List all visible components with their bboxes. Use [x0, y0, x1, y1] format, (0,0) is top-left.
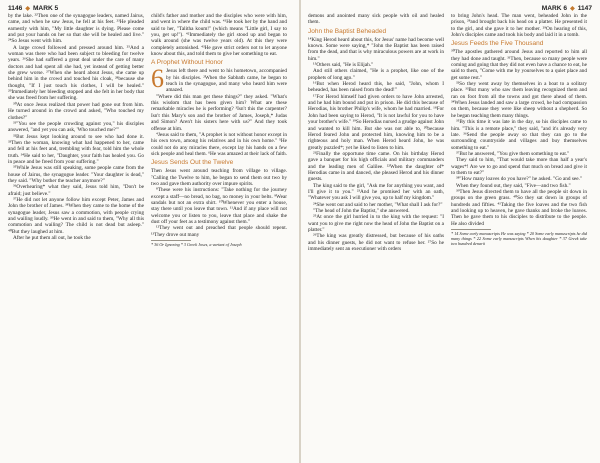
paragraph: ³⁹Then Jesus directed them to have all the people sit down in groups on the green grass. ⁴⁰So they sat down in groups of hundreds and fifties. ⁴¹Taking the five loaves and the two fish and looking up to heaven, he gave thanks and broke the loaves. Then he gave them to his disciples to distribute to the people. He also divided: [451, 188, 587, 227]
paragraph: Then Jesus went around teaching from village to village. ⁷Calling the Twelve to him, he began to send them out two by two and gave them authority over impure spirits.: [151, 168, 287, 187]
paragraph: The king said to the girl, "Ask me for anything you want, and I'll give it to you." ²³And he promised her with an oath, "Whatever you ask I will give you, up to half my kingdom.": [308, 182, 444, 202]
paragraph: ³²But Jesus kept looking around to see who had done it. ³³Then the woman, knowing what had happened to her, came and fell at his feet and, trembling with fear, told him the whole truth. ³⁴He said to her, "Daughter, your faith has healed you. Go in peace and be freed from your suffering.": [8, 133, 144, 165]
left-book-chapter: MARK 5: [32, 4, 59, 12]
paragraph: ³⁷But he answered, "You give them something to eat.": [456, 150, 570, 157]
paragraph: ³⁶Overhearing* what they said, Jesus told him, "Don't be afraid; just believe.": [8, 184, 144, 197]
diamond-separator-icon: ◆: [25, 5, 30, 12]
paragraph: ¹⁴King Herod heard about this, for Jesus' name had become well known. Some were saying,* "John the Baptist has been raised from the dead, and that is why miraculous powers are at work in him.": [308, 36, 444, 62]
left-page-column-1: [8, 13, 144, 457]
paragraph: After he put them all out, he took the: [13, 235, 91, 242]
right-page-column-1: [308, 13, 444, 457]
paragraph: ¹²They went out and preached that people should repent. ¹³They drove out many: [151, 225, 287, 238]
paragraph: ²⁴She went out and said to her mother, "What shall I ask for?": [313, 201, 443, 208]
footnotes: * 36 Or Ignoring * 3 Greek Joses, a variant of Joseph: [151, 242, 242, 247]
right-running-head: [542, 3, 592, 13]
left-page-column-2: [151, 13, 287, 457]
footnotes: * 14 Some early manuscripts He was saying * 20 Some early manuscripts he did many things * 22 Some early manuscripts When his daughter * 37 Greek take two hundred denarii: [451, 231, 587, 246]
section-heading-baptist: John the Baptist Beheaded: [308, 27, 387, 35]
footnote-rule: [451, 229, 491, 230]
diamond-separator-icon: ◆: [570, 5, 575, 12]
paragraph: ³²So they went away by themselves in a boat to a solitary place. ³³But many who saw them leaving recognized them and ran on foot from all the towns and got there ahead of them. ³⁴When Jesus landed and saw a large crowd, he had compassion on them, because they were like sheep without a shepherd. So he began teaching them many things.: [451, 81, 587, 119]
left-running-head: [8, 3, 58, 13]
paragraph: ¹⁷For Herod himself had given orders to have John arrested, and he had him bound and put in prison. He did this because of Herodias, his brother Philip's wife, whom he had married. ¹⁸For John had been saying to Herod, "It is not lawful for you to have your brother's wife." ¹⁹So Herodias nursed a grudge against John and wanted to kill him. But she was not able to, ²⁰because Herod feared John and protected him, knowing him to be a righteous and holy man. When Herod heard John, he was greatly puzzled*; yet he liked to listen to him.: [308, 93, 444, 151]
right-page-number: 1147: [577, 4, 592, 12]
right-page-column-2: [451, 13, 587, 457]
paragraph: "Where did this man get these things?" they asked. "What's this wisdom that has been given him? What are these remarkable miracles he is performing? ³Isn't this the carpenter? Isn't this Mary's son and the brother of James, Joseph,* Judas and Simon? Aren't his sisters here with us?" And they took offense at him.: [151, 93, 287, 132]
paragraph: ⁴Jesus said to them, "A prophet is not without honor except in his own town, among his relatives and in his own home." ⁵He could not do any miracles there, except lay his hands on a few sick people and heal them. ⁶He was amazed at their lack of faith.: [151, 131, 287, 157]
paragraph: They said to him, "That would take more than half a year's wages*! Are we to go and spend that much on bread and give it to them to eat?": [451, 157, 587, 176]
paragraph: demons and anointed many sick people with oil and healed them.: [308, 13, 444, 26]
paragraph: ¹⁶But when Herod heard this, he said, "John, whom I beheaded, has been raised from the dead!": [308, 81, 444, 94]
paragraph: ³⁰The apostles gathered around Jesus and reported to him all they had done and taught. ³¹Then, because so many people were coming and going that they did not even have a chance to eat, he said to them, "Come with me by yourselves to a quiet place and get some rest.": [451, 49, 587, 81]
chapter-opening: [151, 68, 287, 93]
paragraph: child's father and mother and the disciples who were with him, and went in where the child was. ⁴¹He took her by the hand and said to her, "Talitha koum!" (which means "Little girl, I say to you, get up!"). ⁴²Immediately the girl stood up and began to walk around (she was twelve years old). At this they were completely astonished. ⁴³He gave strict orders not to let anyone know about this, and told them to give her something to eat.: [151, 13, 287, 58]
paragraph: When they found out, they said, "Five—and two fish.": [456, 182, 571, 189]
paragraph: And still others claimed, "He is a prophet, like one of the prophets of long ago.": [308, 68, 444, 81]
paragraph: to bring John's head. The man went, beheaded John in the prison, ²⁸and brought back his head on a platter. He presented it to the girl, and she gave it to her mother. ²⁹On hearing of this, John's disciples came and took his body and laid it in a tomb.: [451, 13, 587, 39]
paragraph: ³⁰At once Jesus realized that power had gone out from him. He turned around in the crowd and asked, "Who touched my clothes?": [8, 101, 144, 121]
paragraph: ³¹"You see the people crowding against you," his disciples answered, "and yet you can ask, 'Who touched me?'": [8, 120, 144, 134]
section-heading-five-thousand: Jesus Feeds the Five Thousand: [451, 40, 544, 48]
paragraph: ³⁷He did not let anyone follow him except Peter, James and John the brother of James. ³⁸When they came to the home of the synagogue leader, Jesus saw a commotion, with people crying and wailing loudly. ³⁹He went in and said to them, "Why all this commotion and wailing? The child is not dead but asleep." ⁴⁰But they laughed at him.: [8, 196, 144, 235]
section-heading-twelve: Jesus Sends Out the Twelve: [151, 159, 234, 167]
paragraph: ³⁸"How many loaves do you have?" he asked. "Go and see.": [456, 176, 582, 183]
left-page-number: 1146: [8, 4, 23, 12]
paragraph: ²¹Finally the opportune time came. On his birthday Herod gave a banquet for his high officials and military commanders and the leading men of Galilee. ²²When the daughter of* Herodias came in and danced, she pleased Herod and his dinner guests.: [308, 150, 444, 183]
paragraph: ³⁵While Jesus was still speaking, some people came from the house of Jairus, the synagogue leader. "Your daughter is dead," they said. "Why bother the teacher anymore?": [8, 165, 144, 184]
right-page: [300, 0, 600, 463]
paragraph: ³⁵By this time it was late in the day, so his disciples came to him. "This is a remote place," they said, "and it's already very late. ³⁶Send the people away so that they can go to the surrounding countryside and villages and buy themselves something to eat.": [451, 119, 587, 151]
paragraph: A large crowd followed and pressed around him. ²⁵And a woman was there who had been subject to bleeding for twelve years. ²⁶She had suffered a great deal under the care of many doctors and had spent all she had, yet instead of getting better she grew worse. ²⁷When she heard about Jesus, she came up behind him in the crowd and touched his cloak, ²⁸because she thought, "If I just touch his clothes, I will be healed." ²⁹Immediately her bleeding stopped and she felt in her body that she was freed from her suffering.: [8, 44, 144, 102]
footnote-rule: [151, 240, 191, 241]
paragraph: "The head of John the Baptist," she answered.: [313, 207, 410, 214]
section-heading-prophet: A Prophet Without Honor: [151, 59, 223, 67]
paragraph: by the lake. ²²Then one of the synagogue leaders, named Jairus, came, and when he saw Jesus, he fell at his feet. ²³He pleaded earnestly with him, "My little daughter is dying. Please come and put your hands on her so that she will be healed and live." ²⁴So Jesus went with him.: [8, 13, 144, 45]
paragraph: ²⁵At once the girl hurried in to the king with the request: "I want you to give me right now the head of John the Baptist on a platter.": [308, 214, 444, 233]
chapter-number: 6: [151, 68, 164, 94]
right-book-chapter: MARK 6: [541, 4, 568, 12]
paragraph: ²⁶The king was greatly distressed, but because of his oaths and his dinner guests, he did not want to refuse her. ²⁷So he immediately sent an executioner with orders: [308, 233, 444, 253]
paragraph: ¹⁵Others said, "He is Elijah.": [313, 62, 374, 69]
paragraph: Jesus left there and went to his hometown, accompanied by his disciples. ²When the Sabbath came, he began to teach in the synagogue, and many who heard him were amazed.: [166, 68, 287, 94]
paragraph: ⁸These were his instructions: "Take nothing for the journey except a staff—no bread, no bag, no money in your belts. ⁹Wear sandals but not an extra shirt. ¹⁰Whenever you enter a house, stay there until you leave that town. ¹¹And if any place will not welcome you or listen to you, leave that place and shake the dust off your feet as a testimony against them.": [151, 187, 287, 225]
